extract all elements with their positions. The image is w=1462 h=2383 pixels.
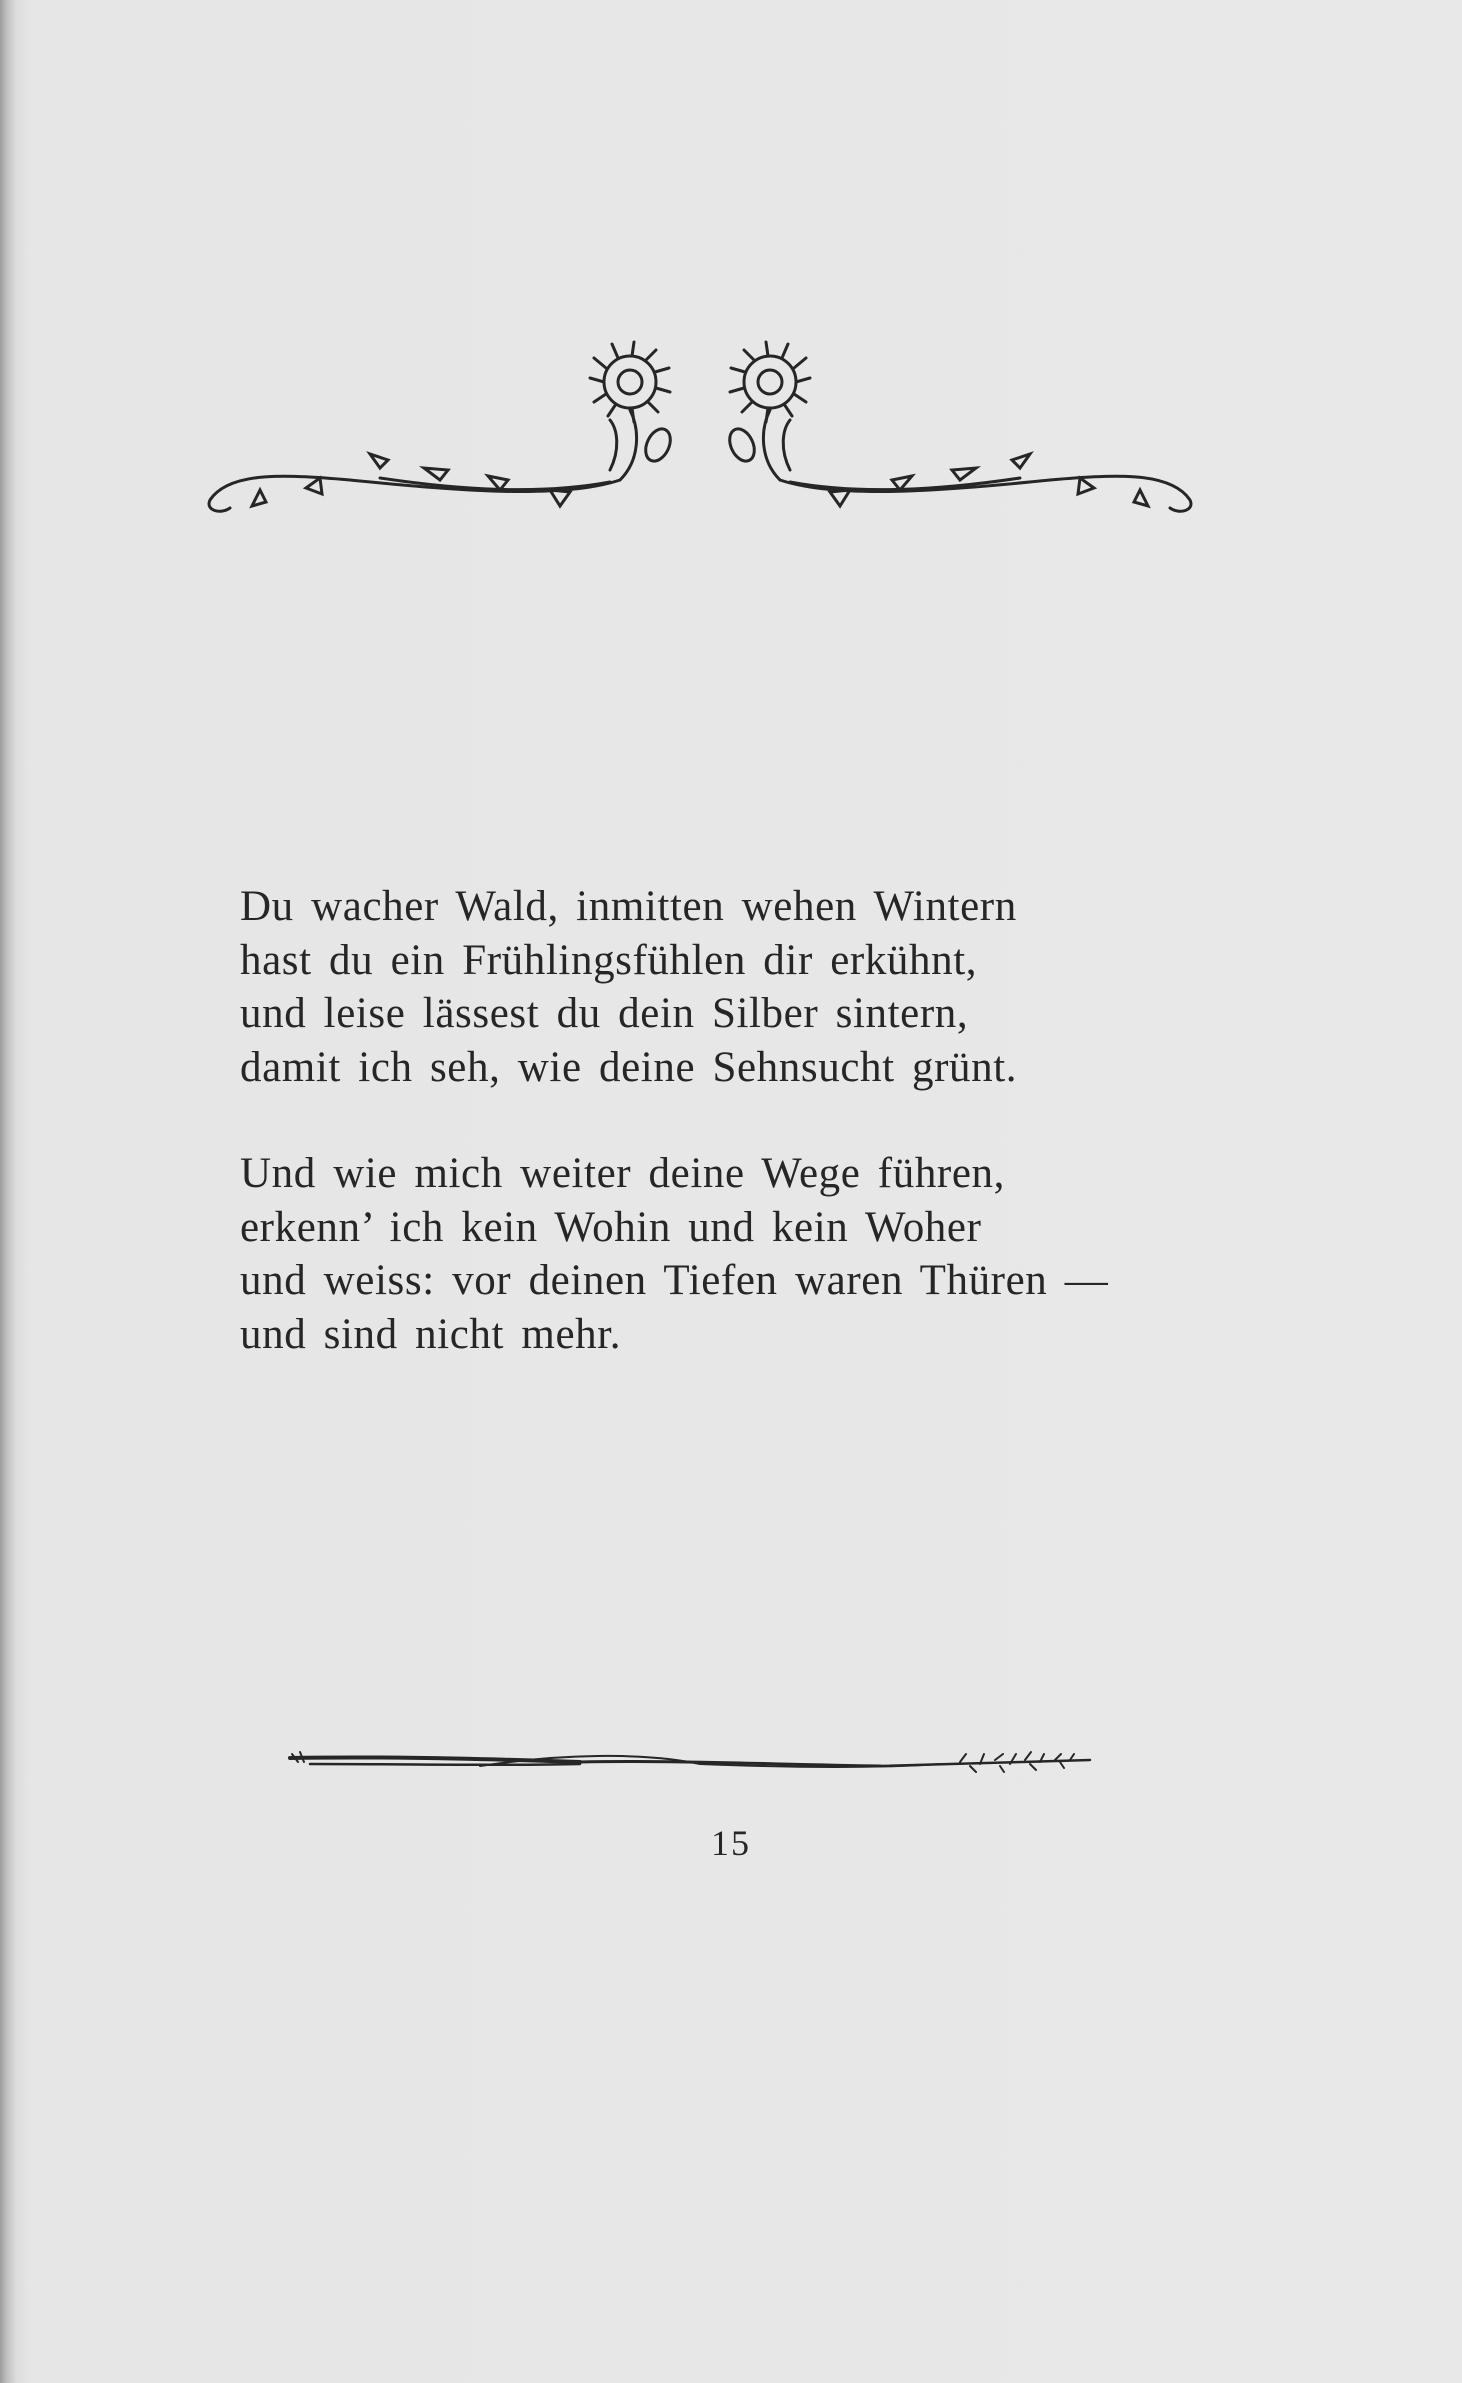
stanza-1 (240, 880, 1240, 1094)
poem-line: damit ich seh, wie deine Sehnsucht grünt. (240, 1043, 1018, 1091)
poem-line: und sind nicht mehr. (240, 1310, 622, 1358)
poem-line: und leise lässest du dein Silber sintern, (240, 990, 969, 1037)
poem-line: erkenn’ ich kein Wohin und kein Woher (240, 1203, 982, 1251)
page-number: 15 (711, 1823, 751, 1863)
poem-line: Du wacher Wald, inmitten wehen Wintern (240, 883, 1017, 930)
poem-line: hast du ein Frühlingsfühlen dir erkühnt, (240, 936, 978, 984)
daisy-vine-ornament-icon (200, 340, 1200, 540)
poem-line: Und wie mich weiter deine Wege führen, (240, 1150, 1005, 1197)
poem (240, 880, 1240, 1414)
branch-rule-ornament-icon (280, 1740, 1100, 1780)
stanza-2 (240, 1147, 1240, 1361)
poem-line: und weiss: vor deinen Tiefen waren Thüren — (240, 1257, 1109, 1304)
